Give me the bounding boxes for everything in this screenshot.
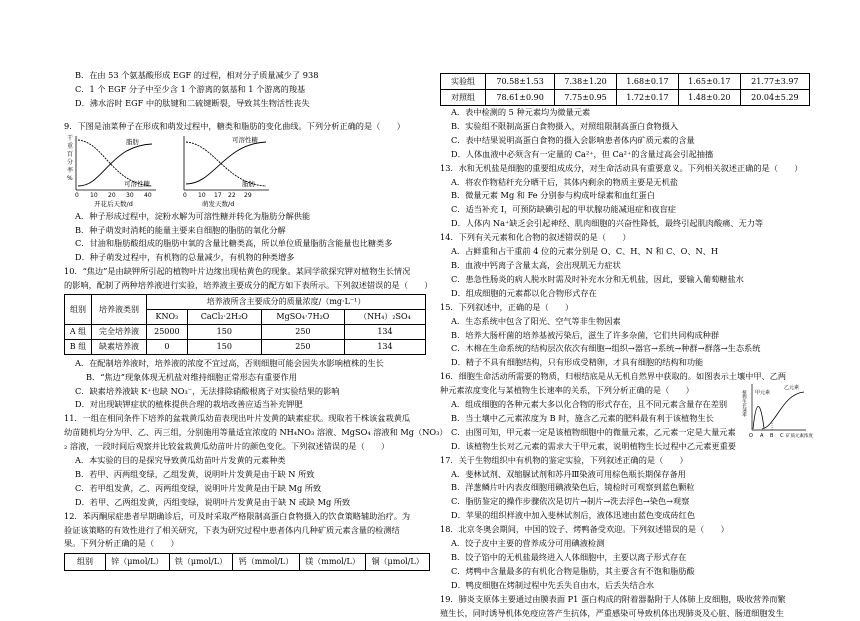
q9-ylabel-2: 重: [67, 142, 74, 150]
q9-option-d: D．种子萌发过程中，有机物的总量减少，有机物的种类增多: [75, 252, 295, 263]
q10-th-mgso4: MgSO₄·7H₂O: [261, 309, 344, 324]
q15-stem: 15．下列叙述中，正确的是（ ）: [440, 301, 574, 312]
q16-curve-jia: [753, 406, 764, 429]
q14-option-b: B．血液中钙离子含量太高，会出现肌无力症状: [451, 259, 621, 270]
q17-option-a: A．斐林试剂、双缩脲试剂和苏丹Ⅲ染液可用棕色瓶长期保存备用: [451, 468, 686, 479]
q16-chart: [741, 380, 813, 444]
q15-option-d: D．精子不具有细胞结构，只有形成受精卵，才具有细胞的结构和功能: [451, 357, 704, 368]
table-row: [65, 324, 426, 339]
q17-option-b: B．洋葱鳞片叶内表皮细胞用碘液染色后，镜检时可观察到蓝色颗粒: [451, 482, 695, 493]
table-cell: 实验组: [441, 74, 486, 90]
q12-th-copper: 铜（μmol/L）: [366, 554, 430, 571]
right-column: [440, 0, 813, 618]
q12-option-b: B．实验组不限制高蛋白食物摄入，对照组限制高蛋白食物摄入: [451, 120, 679, 131]
q10-th-kno3: KNO₃: [147, 309, 188, 324]
q11-option-b: B．若甲、丙两组变绿，乙组发黄，说明叶片发黄是由于缺 N 所致: [75, 468, 315, 479]
q9-option-a: A．种子形成过程中，淀粉水解为可溶性糖并转化为脂肪分解供能: [75, 210, 311, 221]
q9-ylabel-3: 百: [67, 150, 74, 158]
table-cell: B 组: [65, 339, 92, 354]
q15-option-b: B．培养大肠杆菌的培养基被污染后，滋生了许多杂菌，它们共同构成种群: [451, 329, 720, 340]
q12-th-magnesium: 镁（mmol/L）: [299, 554, 366, 571]
table-cell: 134: [344, 324, 425, 339]
q10-option-d: D．对出现缺钾症状的植株提供合理的栽培改善应适当补充钾肥: [75, 399, 303, 410]
q9-chart-svg: [64, 134, 284, 210]
q15-option-c: C．木棉在生命系统的结构层次依次有细胞→组织→器官→系统→种群→群落→生态系统: [451, 343, 761, 354]
q10-option-b: B．“焦边”现象体现无机盐对维持细胞正常形态有重要作用: [86, 371, 297, 382]
q11-option-d: D．若甲、乙两组发黄，丙组变绿，说明叶片发黄是由于缺 N 或缺 Mg 所致: [75, 496, 351, 507]
table-cell: A 组: [65, 324, 92, 339]
table-cell: 1.65±0.17: [678, 74, 740, 90]
q18-option-d: D．鸭皮细胞在烤制过程中先丢失自由水，后丢失结合水: [451, 579, 655, 590]
q9-c1-fat-label: 脂肪: [126, 137, 139, 146]
q16-option-a: A．组成细胞的各种元素大多以化合物的形式存在，且不同元素含量存在差别: [451, 399, 728, 410]
q9-stem: 9．下图是油菜种子在形成和萌发过程中，糖类和脂肪的变化曲线。下列分析正确的是（ ）: [64, 120, 405, 131]
q9-c1-tick-4: 40: [144, 191, 152, 199]
q16-tick-a: A: [760, 433, 764, 440]
table-cell: 21.77±3.97: [740, 74, 809, 90]
table-cell: 0: [147, 339, 188, 354]
q16-tick-b: B: [770, 433, 774, 440]
q11-option-a: A．本实验的目的是探究导致黄瓜幼苗叶片发黄的元素种类: [75, 455, 286, 466]
q9-c2-tick-4: 29: [244, 191, 252, 199]
q10-th-cacl2: CaCl₂·2H₂O: [187, 309, 261, 324]
q9-c2-fat-label: 脂肪: [242, 179, 255, 188]
q12-th-iron: 铁（μmol/L）: [169, 554, 233, 571]
q16-xlabel: 矿质元素浓度: [786, 434, 813, 440]
table-cell: 150: [187, 339, 261, 354]
table-cell: 7.38±1.20: [555, 74, 617, 90]
q12-table-body: [440, 73, 810, 106]
q17-option-d: D．苹果的组织样液中加入斐林试剂后，液体迅速由蓝色变成砖红色: [451, 510, 696, 521]
q13-option-a: A．将农作物秸秆充分晒干后，其体内剩余的物质主要是无机盐: [451, 176, 678, 187]
q12-th-group: 组别: [65, 554, 106, 571]
table-cell: 对照组: [441, 90, 486, 106]
q14-option-c: C．患急性肠炎的病人脱水时需及时补充水分和无机盐，因此，要输入葡萄糖盐水: [451, 273, 744, 284]
q8-option-d: D．沸水浴时 EGF 中的肽键和二硫键断裂，导致其生物活性丧失: [75, 97, 310, 108]
table-row: [441, 90, 810, 106]
table-cell: 20.04±5.29: [740, 90, 809, 106]
q16-tick-o: O: [749, 433, 753, 440]
q9-c1-xlabel: 开花后天数/d: [94, 199, 133, 208]
q18-option-c: C．烤鸭中含量最多的有机化合物是脂肪，其主要含有不饱和脂肪酸: [451, 565, 695, 576]
q9-ylabel-6: %: [67, 174, 73, 182]
q12-option-c: C．表中结果说明高蛋白食物的摄入会影响患者体内矿质元素的含量: [451, 134, 695, 145]
q16-curve-yi: [762, 392, 804, 429]
table-cell: 25000: [147, 324, 188, 339]
q12-option-d: D．人体血液中必须含有一定量的 Ca²⁺，但 Ca²⁺的含量过高会引起抽搐: [451, 148, 714, 159]
table-cell: 134: [344, 339, 425, 354]
q9-c1-tick-0: 0: [75, 191, 79, 199]
table-cell: 150: [187, 324, 261, 339]
q10-th-group: 组别: [65, 295, 92, 325]
left-column: [64, 0, 448, 608]
q8-option-c: C．1 个 EGF 分子中至少含 1 个游离的氨基和 1 个游离的羧基: [75, 83, 306, 94]
q9-ylabel-1: 干: [67, 134, 74, 142]
q19-stem-2: 殖生长，同时诱导机体免疫应答产生抗体，严重感染可导致机体出现肺炎及心脏、肠道细胞发生: [440, 607, 784, 618]
q10-th-nh4so4: （NH₄）₂SO₄: [344, 309, 425, 324]
q9-option-c: C．甘油和脂肪酸组成的脂肪中氧的含量比糖类高，所以单位质量脂肪含能量也比糖类多: [75, 238, 393, 249]
q18-stem: 18．北京冬奥会期间，中国的饺子、烤鸭备受欢迎。下列叙述错误的是（ ）: [440, 524, 729, 535]
q12-stem-2: 验证该策略的有效性进行了相关研究，下表为研究过程中患者体内几种矿质元素含量的检测结: [64, 524, 400, 535]
table-cell: 250: [261, 324, 344, 339]
q17-stem: 17．关于生物组织中有机物的鉴定实验，下列叙述正确的是（ ）: [440, 454, 688, 465]
q17-option-c: C．脂肪鉴定的操作步骤依次是切片→制片→洗去浮色→染色→观察: [451, 496, 690, 507]
q12-th-calcium: 钙（mmol/L）: [233, 554, 300, 571]
table-cell: 1.68±0.17: [617, 74, 679, 90]
q12-table-head: [64, 553, 430, 571]
q16-stem-2: 种元素浓度变化与某植物生长速率的关系，下列分析正确的是（ ）: [440, 385, 694, 396]
q18-option-a: A．饺子皮中主要的营养成分可用碘液检测: [451, 538, 605, 549]
q11-stem-1: 11．一组在相同条件下培养的盆栽黄瓜幼苗表现出叶片发黄的缺素症状。现取若干株该盆栽黄瓜: [64, 413, 411, 424]
q9-ylabel-4: 分: [67, 158, 74, 166]
q15-option-a: A．生态系统中包含了阳光、空气等非生物因素: [451, 315, 621, 326]
q13-option-d: D．人体内 Na⁺缺乏会引起神经、肌肉细胞的兴奋性降低，最终引起肌肉酸痛、无力等: [451, 218, 764, 229]
q9-c1-tick-2: 20: [108, 191, 116, 199]
table-cell: 7.75±0.95: [555, 90, 617, 106]
table-cell: 缺素培养液: [92, 339, 147, 354]
q16-option-d: D．该植物生长对乙元素的需求大于甲元素，说明植物生长过程中乙元素更重要: [451, 440, 736, 451]
q9-option-b: B．种子萌发时消耗的能量主要来自细胞的脂肪的氧化分解: [75, 224, 286, 235]
q9-c1-tick-3: 30: [126, 191, 134, 199]
table-row: [65, 339, 426, 354]
q19-stem-1: 19．肺炎支原体主要通过由膜表面 P1 蛋白构成的附着器黏附于人体肺上皮细胞，吸收营养而繁: [440, 593, 786, 604]
q12-th-zinc: 锌（μmol/L）: [106, 554, 170, 571]
q9-c1-sugar-label: 可溶性糖: [124, 179, 150, 188]
q18-option-b: B．饺子馅中的无机盐最终进入人体细胞中，主要以离子形式存在: [451, 552, 687, 562]
q9-c2-sugar-label: 可溶性糖: [232, 135, 258, 144]
q9-charts: [64, 134, 430, 210]
q10-stem-1: 10．“焦边”是由缺钾所引起的植物叶片边缘出现枯黄色的现象。某同学欲探究钾对植物生长情况: [64, 266, 411, 277]
q10-table: [64, 294, 426, 355]
table-cell: 250: [261, 339, 344, 354]
q16-label-jia: 甲元素: [755, 390, 771, 397]
q11-stem-2: 幼苗随机均分为甲、乙、丙三组，分别施用等量适宜浓度的 NH₄NO₃ 溶液、MgSO₄ 溶液和 Mg（NO₃）: [64, 427, 448, 438]
table-cell: 78.61±0.90: [486, 90, 555, 106]
q8-option-b: B．在由 53 个氨基酸形成 EGF 的过程，相对分子质量减少了 938: [75, 70, 319, 80]
q10-option-a: A．在配制培养液时，培养液的浓度不宜过高，否则细胞可能会因失水影响植株的生长: [75, 357, 384, 368]
q9-c2-tick-1: 10: [198, 191, 206, 199]
q16-option-b: B．当土壤中乙元素浓度为 B 时，施含乙元素的肥料最有利于该植物生长: [451, 412, 714, 423]
q16-ylabel: 植物生长速率: [741, 390, 747, 418]
table-cell: 70.58±1.53: [486, 74, 555, 90]
q10-th-conc: 培养液所含主要成分的质量浓度/（mg·L⁻¹）: [147, 295, 426, 310]
q9-c2-tick-3: 22: [228, 191, 236, 199]
q12-stem-1: 12．苯丙酮尿症患者早期确诊后，可及时采取严格限制高蛋白食物摄入的饮食策略辅助治疗。为: [64, 510, 411, 521]
q14-option-a: A．占鲜重和占干重前 4 位的元素分别是 O、C、H、N 和 C、O、N、H: [451, 246, 719, 257]
q12-stem-3: 果。下列分析正确的是（ ）: [64, 538, 179, 549]
q13-stem: 13．水和无机盐是细胞的重要组成成分，对生命活动具有重要意义。下列相关叙述正确的是（ ）: [440, 162, 803, 173]
q16-tick-c: C: [780, 433, 784, 440]
q14-option-d: D．组成细胞的元素都以化合物形式存在: [451, 287, 597, 298]
q13-option-c: C．适当补充 I，可预防缺碘引起的甲状腺功能减退症和夜盲症: [451, 204, 676, 215]
q9-ylabel-5: 率: [67, 166, 74, 174]
q12-option-a: A．表中检测的 5 种元素均为微量元素: [451, 107, 591, 117]
q9-chart-formation: [67, 135, 156, 208]
q16-stem-1: 16．细胞生命活动所需要的物质，归根结底是从无机自然界中获取的。如图表示土壤中甲、乙两: [440, 371, 787, 382]
table-row: [65, 554, 430, 571]
table-row: [441, 74, 810, 90]
table-cell: 1.72±0.17: [617, 90, 679, 106]
q10-th-type: 培养液类别: [92, 295, 147, 325]
q10-option-c: C．缺素培养液缺 K⁺也缺 NO₃⁻，无法排除硝酸根离子对实验结果的影响: [75, 385, 340, 396]
q16-option-c: C．由图可知，甲元素一定是该植物细胞中的微量元素，乙元素一定是大量元素: [451, 426, 736, 437]
table-cell: 完全培养液: [92, 324, 147, 339]
q9-chart-germination: [183, 135, 269, 208]
q11-option-c: C．若甲组发黄，乙、丙两组变绿，说明叶片发黄是由于缺 Mg 所致: [75, 482, 322, 493]
q9-c2-sugar-curve: [186, 142, 266, 184]
q9-c2-tick-2: 17: [214, 191, 222, 199]
table-cell: 1.48±0.20: [678, 90, 740, 106]
q11-stem-3: ₂ 溶液，一段时间后观察并比较盆栽黄瓜幼苗叶片的颜色变化。下列叙述错误的是（ ）: [64, 441, 390, 452]
q14-stem: 14．下列有关元素和化合物的叙述错误的是（ ）: [440, 232, 631, 243]
q13-option-b: B．微量元素 Mg 和 Fe 分别参与构成叶绿素和血红蛋白: [451, 190, 655, 201]
q9-c1-tick-1: 10: [90, 191, 98, 199]
q9-c2-xlabel: 萌发天数/d: [202, 199, 235, 208]
q9-c2-tick-0: 0: [183, 191, 187, 199]
q10-stem-2: 的影响，配制了两种培养液进行实验，培养液主要成分的配方如下表所示。下列叙述错误的是（ ）: [64, 280, 433, 291]
q16-label-yi: 乙元素: [784, 385, 800, 392]
